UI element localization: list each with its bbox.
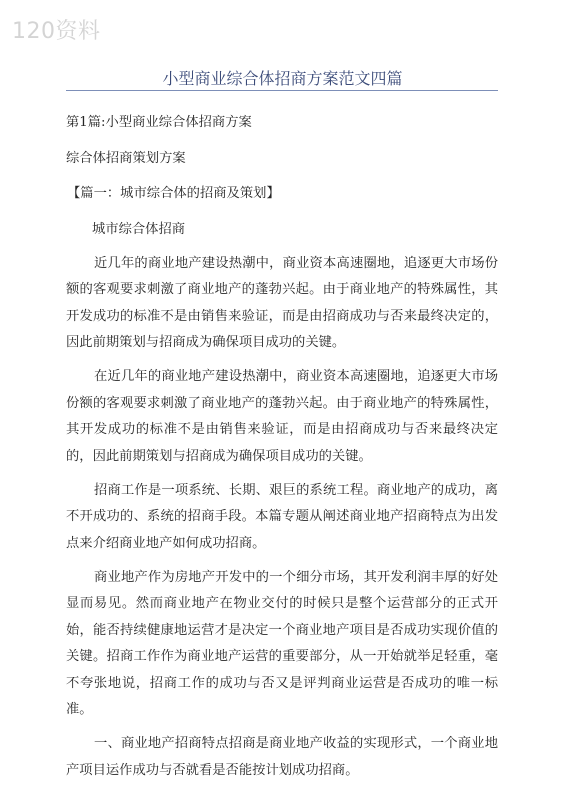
paragraph: 在近几年的商业地产建设热潮中，商业资本高速圈地，追逐更大市场份额的客观要求刺激了商业地产的蓬勃兴起。由于商业地产的特殊属性，其开发成功的标准不是由销售来验证，而是由招商成功与否来最终决定的，因此前期策划与招商成为确保项目成功的关键。 <box>66 369 498 464</box>
paragraph: 招商工作是一项系统、长期、艰巨的系统工程。商业地产的成功，离不开成功的、系统的招商手段。本篇专题从阐述商业地产招商特点为出发点来介绍商业地产如何成功招商。 <box>66 482 498 551</box>
section-heading: 【篇一：城市综合体的招商及策划】 <box>67 186 280 201</box>
document-title: 小型商业综合体招商方案范文四篇 <box>162 69 403 88</box>
intro-line: 城市综合体招商 <box>92 221 186 237</box>
subheading: 综合体招商策划方案 <box>66 150 186 166</box>
watermark: 120资料 <box>12 19 101 44</box>
chapter-heading: 第1篇:小型商业综合体招商方案 <box>66 115 252 130</box>
paragraph: 近几年的商业地产建设热潮中，商业资本高速圈地，追逐更大市场份额的客观要求刺激了商业地产的蓬勃兴起。由于商业地产的特殊属性，其开发成功的标准不是由销售来验证，而是由招商成功与否来最终决定的，因此前期策划与招商成为确保项目成功的关键。 <box>66 255 498 350</box>
paragraph: 商业地产作为房地产开发中的一个细分市场，其开发利润丰厚的好处显而易见。然而商业地产在物业交付的时候只是整个运营部分的正式开始，能否持续健康地运营才是决定一个商业地产项目是否成功实现价值的关键。招商工作作为商业地产运营的重要部分，从一开始就举足轻重，毫不夸张地说，招商工作的成功与否又是评判商业运营是否成功的唯一标准。 <box>66 569 498 717</box>
paragraph: 一、商业地产招商特点招商是商业地产收益的实现形式，一个商业地产项目运作成功与否就看是否能按计划成功招商。 <box>66 736 498 778</box>
title-underline <box>66 90 498 91</box>
document-body <box>66 100 498 784</box>
